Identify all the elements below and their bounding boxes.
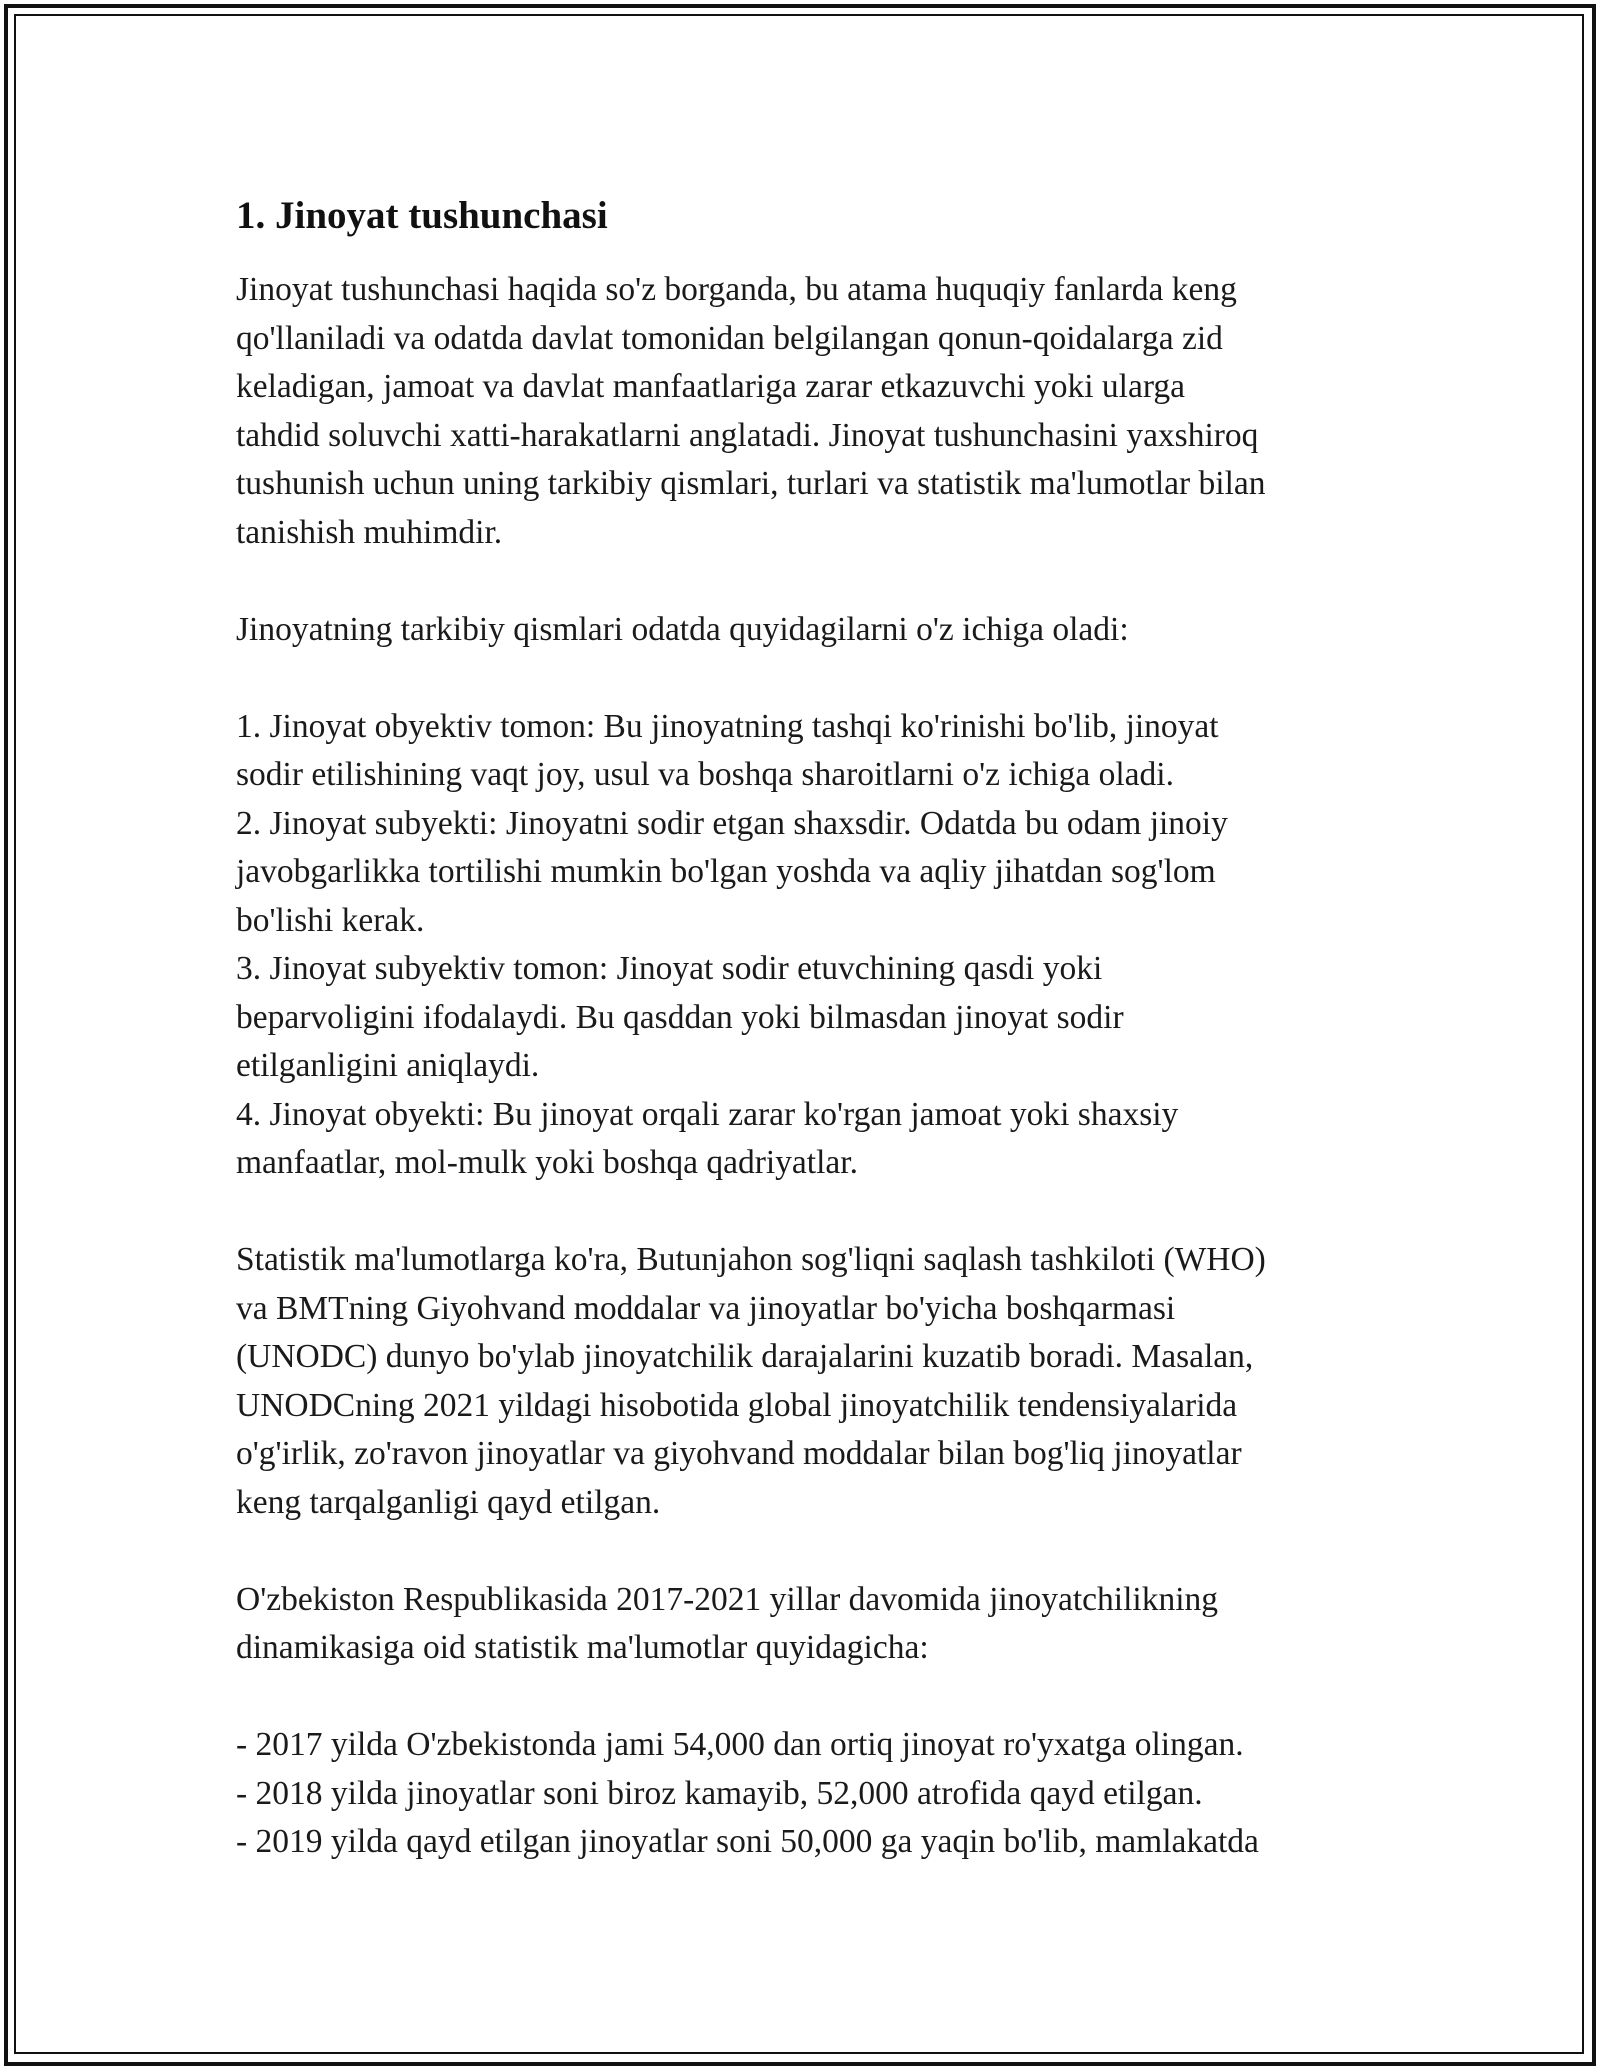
statistics-paragraph — [236, 1236, 1376, 1527]
year-list — [236, 1721, 1376, 1867]
list-item-line: beparvoligini ifodalaydi. Bu qasddan yoki bilmasdan jinoyat sodir — [236, 998, 1124, 1036]
intro-line: Jinoyat tushunchasi haqida so'z borganda, bu atama huquqiy fanlarda keng — [236, 271, 1237, 308]
components-list — [236, 703, 1376, 1188]
uzbekistan-line: O'zbekiston Respublikasida 2017-2021 yillar davomida jinoyatchilikning — [236, 1580, 1219, 1618]
year-list-item: - 2018 yilda jinoyatlar soni biroz kamayib, 52,000 atrofida qayd etilgan. — [236, 1774, 1203, 1812]
uzbekistan-line: dinamikasiga oid statistik ma'lumotlar quyidagicha: — [236, 1629, 929, 1666]
intro-line: tushunish uchun uning tarkibiy qismlari, turlari va statistik ma'lumotlar bilan — [236, 465, 1266, 502]
list-item-line: sodir etilishining vaqt joy, usul va boshqa sharoitlarni o'z ichiga oladi. — [236, 756, 1174, 793]
components-intro — [236, 606, 1376, 655]
statistics-line: va BMTning Giyohvand moddalar va jinoyatlar bo'yicha boshqarmasi — [236, 1289, 1176, 1327]
list-item-line: javobgarlikka tortilishi mumkin bo'lgan yoshda va aqliy jihatdan sog'lom — [236, 853, 1216, 890]
statistics-line: UNODCning 2021 yildagi hisobotida global jinoyatchilik tendensiyalarida — [236, 1386, 1238, 1424]
paragraph-spacer — [236, 1188, 1376, 1237]
paragraph-spacer — [236, 1673, 1376, 1722]
list-item-line: manfaatlar, mol-mulk yoki boshqa qadriyatlar. — [236, 1144, 858, 1181]
intro-line: keladigan, jamoat va davlat manfaatlariga zarar etkazuvchi yoki ularga — [236, 368, 1186, 405]
paragraph-spacer — [236, 654, 1376, 703]
uzbekistan-paragraph — [236, 1576, 1376, 1673]
list-item-line: 4. Jinoyat obyekti: Bu jinoyat orqali zarar ko'rgan jamoat yoki shaxsiy — [236, 1095, 1179, 1133]
statistics-line: (UNODC) dunyo bo'ylab jinoyatchilik darajalarini kuzatib boradi. Masalan, — [236, 1338, 1254, 1375]
page-title: 1. Jinoyat tushunchasi — [236, 194, 608, 237]
list-item-line: 1. Jinoyat obyektiv tomon: Bu jinoyatning tashqi ko'rinishi bo'lib, jinoyat — [236, 707, 1219, 745]
year-list-item: - 2017 yilda O'zbekistonda jami 54,000 dan ortiq jinoyat ro'yxatga olingan. — [236, 1726, 1244, 1763]
document-body — [236, 188, 1376, 1867]
intro-line: tanishish muhimdir. — [236, 513, 503, 551]
statistics-line: keng tarqalganligi qayd etilgan. — [236, 1483, 661, 1521]
intro-line: qo'llaniladi va odatda davlat tomonidan belgilangan qonun-qoidalarga zid — [236, 319, 1223, 357]
components-intro-line: Jinoyatning tarkibiy qismlari odatda quyidagilarni o'z ichiga oladi: — [236, 610, 1129, 648]
statistics-line: o'g'irlik, zo'ravon jinoyatlar va giyohvand moddalar bilan bog'liq jinoyatlar — [236, 1435, 1242, 1472]
paragraph-spacer — [236, 1527, 1376, 1576]
intro-paragraph — [236, 266, 1376, 557]
list-item-line: etilganligini aniqlaydi. — [236, 1047, 540, 1084]
paragraph-spacer — [236, 557, 1376, 606]
list-item-line: 2. Jinoyat subyekti: Jinoyatni sodir etgan shaxsdir. Odatda bu odam jinoiy — [236, 804, 1228, 842]
list-item-line: 3. Jinoyat subyektiv tomon: Jinoyat sodir etuvchining qasdi yoki — [236, 950, 1103, 987]
list-item-line: bo'lishi kerak. — [236, 901, 425, 939]
statistics-line: Statistik ma'lumotlarga ko'ra, Butunjahon sog'liqni saqlash tashkiloti (WHO) — [236, 1241, 1266, 1278]
year-list-item: - 2019 yilda qayd etilgan jinoyatlar soni 50,000 ga yaqin bo'lib, mamlakatda — [236, 1823, 1259, 1860]
intro-line: tahdid soluvchi xatti-harakatlarni anglatadi. Jinoyat tushunchasini yaxshiroq — [236, 416, 1259, 454]
